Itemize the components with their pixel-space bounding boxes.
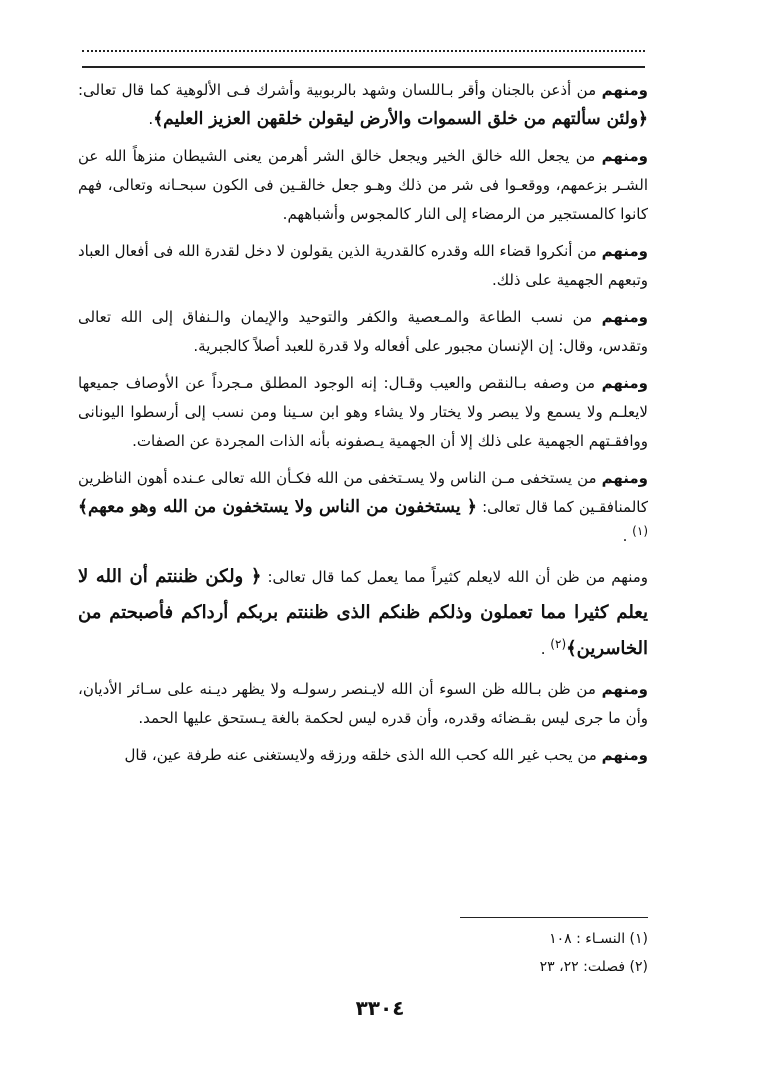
paragraph-text: من وصفه بـالنقص والعيب وقـال: إنه الوجود المطلق مـجرداً عن الأوصاف جميعها لايعلـم ولا يسمع ولا يبصر ولا يختار ولا يشاء وهو ابن سـينا ومن نسب إلى أرسطوا اليونانى ووافقـتهم الجهمية على ذلك إلا أن الجهمية يـصفونه بأنه الذات المجردة عن الصفات. bbox=[78, 374, 648, 450]
footnote-marker: (٢) bbox=[550, 637, 567, 651]
paragraph-text: من ظن بـالله ظن السوء أن الله لايـنصر رسولـه ولا يظهر ديـنه على سـائر الأديان، وأن ما جرى ليس بقـضائه وقدره، وأن قدره ليس لحكمة بالغة يـستحق عليها الحمد. bbox=[78, 680, 648, 727]
paragraph-end: . bbox=[622, 527, 633, 545]
footnote-separator bbox=[460, 917, 648, 918]
paragraph-text: من نسب الطاعة والمـعصية والكفر والتوحيد والإيمان والـنفاق إلى الله تعالى وتقدس، وقال: إن الإنسان مجبور على أفعاله ولا قدرة للعبد أصلاً كالجبرية. bbox=[78, 308, 648, 355]
paragraph-1 bbox=[78, 76, 648, 134]
paragraph-lead: ومنهم bbox=[601, 81, 648, 99]
quran-verse: ﴿ يستخفون من الناس ولا يستخفون من الله وهو معهم﴾ bbox=[78, 497, 477, 517]
paragraph-text: من يستخفى مـن الناس ولا يسـتخفى من الله فكـأن الله تعالى عـنده أهون الناظرين كالمنافقـين كما قال تعالى: bbox=[78, 469, 648, 516]
header-solid-rule bbox=[82, 66, 645, 68]
paragraph-5 bbox=[78, 369, 648, 456]
paragraph-lead: ومنهم bbox=[601, 147, 648, 165]
paragraph-lead: ومنهم bbox=[601, 746, 648, 764]
quran-verse: ﴿ ولكن ظننتم أن الله لا يعلم كثيرا مما تعملون وذلكم ظنكم الذى ظننتم بربكم أرداكم فأصبحتم من الخاسرين﴾ bbox=[78, 566, 648, 659]
paragraph-2 bbox=[78, 142, 648, 229]
paragraph-6 bbox=[78, 464, 648, 551]
paragraph-text: ومنهم من ظن أن الله لايعلم كثيراً مما يعمل كما قال تعالى: bbox=[261, 568, 648, 586]
footnote-marker: (١) bbox=[632, 524, 648, 538]
footnotes bbox=[388, 925, 648, 981]
page-number: ٣٣٠٤ bbox=[355, 996, 405, 1020]
paragraph-lead: ومنهم bbox=[601, 308, 648, 326]
paragraph-text: من أنكروا قضاء الله وقدره كالقدرية الذين يقولون لا دخل لقدرة الله فى أفعال العباد وتبعهم الجهمية على ذلك. bbox=[78, 242, 648, 289]
paragraph-lead: ومنهم bbox=[601, 242, 648, 260]
footnote-1: (١) النسـاء : ١٠٨ bbox=[549, 931, 648, 947]
header-dotted-rule bbox=[82, 50, 645, 52]
quran-verse: ﴿ولئن سألتهم من خلق السموات والأرض ليقولن خلقهن العزيز العليم﴾ bbox=[153, 109, 648, 129]
paragraph-9 bbox=[78, 741, 648, 770]
paragraph-lead: ومنهم bbox=[601, 374, 648, 392]
paragraph-8 bbox=[78, 675, 648, 733]
paragraph-lead: ومنهم bbox=[601, 680, 648, 698]
footnote-2: (٢) فصلت: ٢٢، ٢٣ bbox=[539, 959, 648, 975]
paragraph-end: . bbox=[540, 640, 551, 658]
body-text bbox=[78, 76, 648, 778]
paragraph-end: . bbox=[148, 110, 154, 128]
paragraph-lead: ومنهم bbox=[601, 469, 648, 487]
paragraph-4 bbox=[78, 303, 648, 361]
paragraph-7 bbox=[78, 559, 648, 667]
paragraph-text: من يحب غير الله كحب الله الذى خلقه ورزقه ولايستغنى عنه طرفة عين، قال bbox=[124, 746, 602, 764]
paragraph-text: من يجعل الله خالق الخير ويجعل خالق الشر أهرمن يعنى الشيطان منزهاً الله عن الشـر بزعمهم، ووقعـوا فى شر من ذلك وهـو جعل خالقـين فى الكون سبحـانه وتعالى، فهم كانوا كالمستجير من الرمضاء إلى النار كالمجوس وأشباههم. bbox=[78, 147, 648, 223]
paragraph-3 bbox=[78, 237, 648, 295]
paragraph-text: من أذعن بالجنان وأقر بـاللسان وشهد بالربوبية وأشرك فـى الألوهية كما قال تعالى: bbox=[78, 81, 602, 99]
